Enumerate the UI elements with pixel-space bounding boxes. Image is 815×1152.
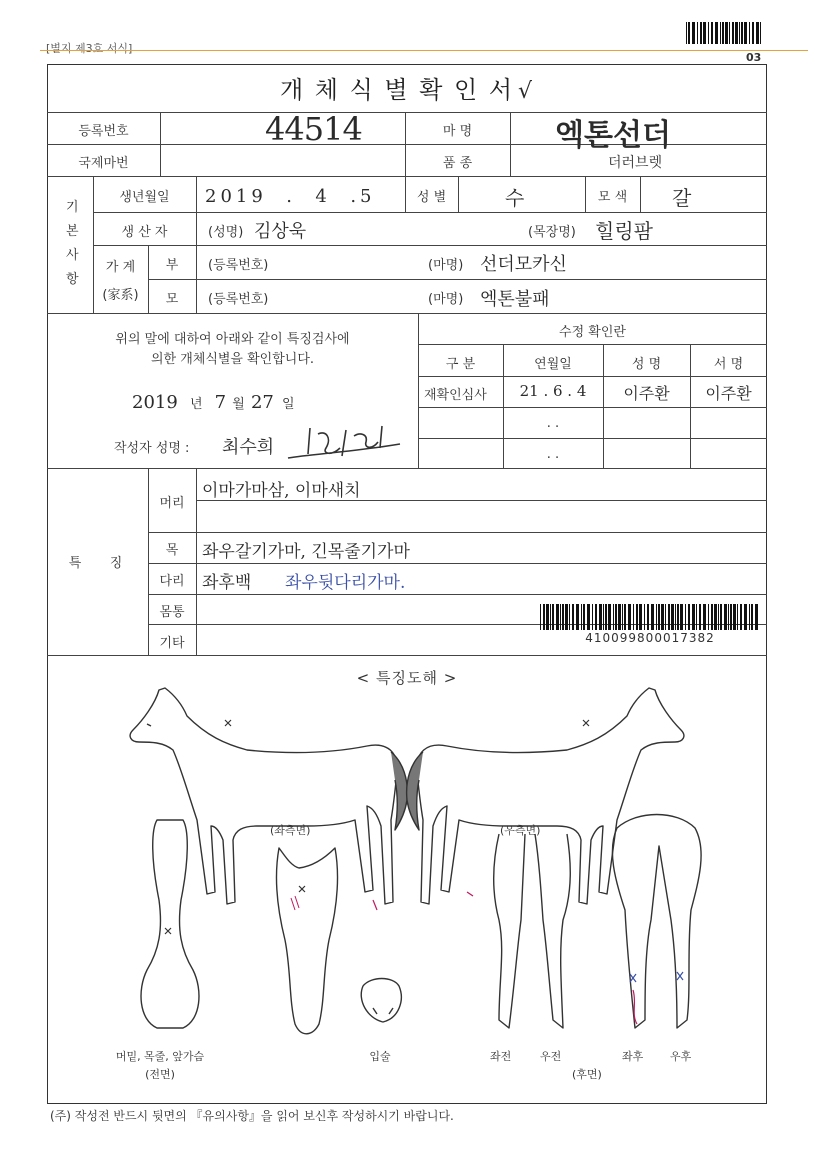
revision-row-date: . .	[546, 447, 560, 462]
feature-head-label: 머리	[159, 496, 185, 511]
revision-header-sign: 서 명	[713, 357, 744, 372]
breed-label: 품 종	[442, 156, 473, 171]
sire-label: 부	[165, 258, 179, 273]
dam-name-value: 엑톤불패	[480, 289, 550, 310]
dam-label: 모	[165, 292, 179, 307]
color-value: 갈	[672, 186, 692, 210]
features-barcode	[540, 604, 760, 630]
dam-reg-label: (등록번호)	[208, 292, 269, 307]
writer-signature	[282, 418, 412, 468]
dam-name-label: (마명)	[428, 292, 464, 307]
lineage-label-hanja: (家系)	[102, 288, 139, 303]
front-caption-2: (전면)	[145, 1068, 175, 1081]
revision-title: 수정 확인란	[559, 325, 626, 340]
lineage-label: 가 계	[105, 260, 136, 275]
rear-caption: (후면)	[572, 1068, 602, 1081]
confirm-date: 2019 년 7 월 27 일	[132, 392, 295, 413]
revision-row-date: 21 . 6 . 4	[519, 382, 587, 400]
breeder-name-label: (성명)	[208, 225, 244, 240]
basic-section-label: 기 본 사 항	[66, 200, 79, 287]
feature-legs-label: 다리	[159, 574, 185, 589]
confirm-line-1: 위의 말에 대하여 아래와 같이 특징검사에	[115, 332, 350, 347]
feature-legs-value: 좌후백	[202, 573, 252, 593]
sex-label: 성 별	[416, 190, 447, 205]
fore-left-caption: 좌전	[490, 1050, 512, 1063]
breed-value: 더러브렛	[608, 155, 663, 171]
hind-right-caption: 우후	[670, 1050, 692, 1063]
confirm-line-2: 의한 개체식별을 확인합니다.	[150, 352, 315, 367]
birth-value: 2019 . 4 .5	[205, 186, 376, 207]
page-number: 03	[746, 51, 762, 64]
feature-body-label: 몸통	[159, 605, 185, 620]
horse-name-value: 엑톤선더	[555, 118, 671, 153]
writer-label: 작성자 성명 :	[114, 441, 190, 456]
right-side-caption: (우측면)	[500, 824, 541, 837]
fore-right-caption: 우전	[540, 1050, 562, 1063]
features-section-label: 특 징	[68, 556, 127, 571]
front-caption: 머밑, 목줄, 앞가슴	[115, 1050, 205, 1063]
revision-row-date: . .	[546, 416, 560, 431]
feature-neck-label: 목	[165, 543, 179, 558]
footnote: (주) 작성전 반드시 뒷면의 『유의사항』을 읽어 보신후 작성하시기 바랍니다.	[50, 1109, 454, 1123]
left-side-caption: (좌측면)	[270, 824, 311, 837]
horse-diagram	[47, 680, 767, 1080]
birth-label: 생년월일	[119, 190, 170, 205]
farm-label: (목장명)	[528, 225, 576, 240]
revision-row-name: 이주환	[623, 384, 670, 403]
revision-header-type: 구 분	[445, 357, 476, 372]
lips-caption: 입술	[369, 1050, 391, 1063]
sex-value: 수	[505, 186, 525, 210]
reg-number-label: 등록번호	[78, 124, 129, 139]
farm-value: 힐링팜	[595, 219, 653, 243]
features-barcode-number: 410099800017382	[585, 631, 715, 645]
form-reference: [별지 제3호 서식]	[46, 42, 133, 55]
form-title: 개 체 식 별 확 인 서 √	[279, 76, 535, 104]
sire-name-value: 선더모카신	[480, 254, 567, 275]
breeder-name-value: 김상욱	[254, 221, 307, 242]
revision-header-name: 성 명	[631, 357, 662, 372]
diagram-title: < 특징도해 >	[356, 669, 458, 687]
reg-number-value: 44514	[265, 110, 362, 148]
writer-value: 최수희	[222, 437, 275, 458]
color-label: 모 색	[597, 190, 628, 205]
feature-head-value: 이마가마삼, 이마새치	[202, 481, 361, 501]
breeder-label: 생 산 자	[121, 225, 168, 240]
feature-other-label: 기타	[159, 636, 185, 651]
revision-header-date: 연월일	[534, 357, 572, 372]
sire-reg-label: (등록번호)	[208, 258, 269, 273]
intl-number-label: 국제마번	[78, 156, 129, 171]
sire-name-label: (마명)	[428, 258, 464, 273]
hind-left-caption: 좌후	[622, 1050, 644, 1063]
top-barcode	[686, 22, 764, 44]
header-rule	[40, 50, 808, 51]
feature-legs-value-2: 좌우뒷다리가마.	[285, 573, 406, 593]
revision-row-sign: 이주환	[705, 384, 752, 403]
horse-name-label: 마 명	[442, 124, 473, 139]
revision-row-type: 재확인심사	[424, 388, 487, 403]
feature-neck-value: 좌우갈기가마, 긴목줄기가마	[202, 542, 410, 562]
